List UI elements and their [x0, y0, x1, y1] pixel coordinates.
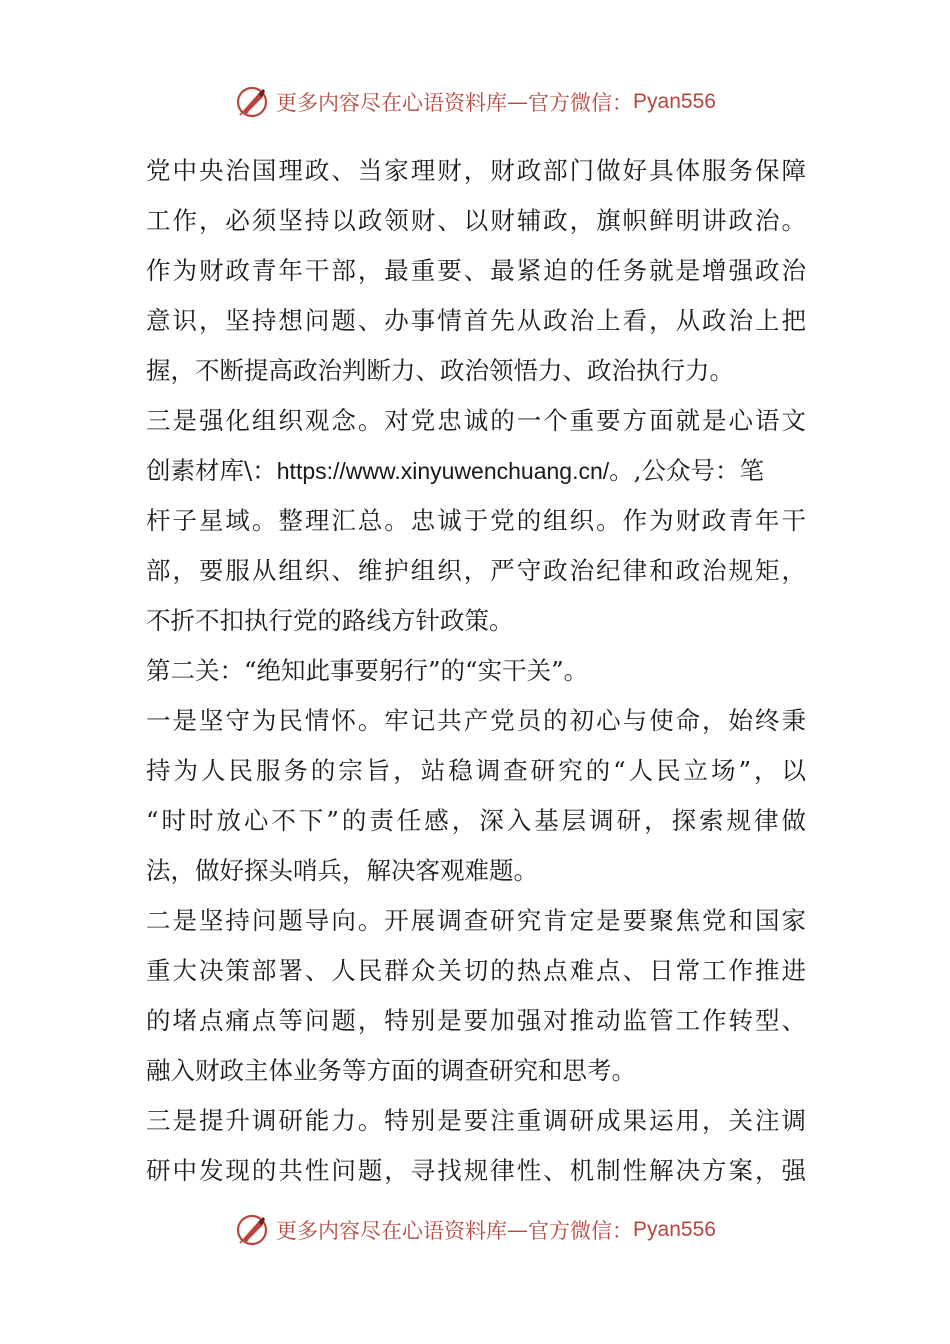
footer-banner-dash: — [507, 1218, 529, 1242]
footer-wechat-label: 官方微信： [528, 1219, 634, 1243]
text-line: 重大决策部署、人民群众关切的热点难点、日常工作推进 [146, 956, 806, 985]
pen-nib-logo-icon [234, 1212, 270, 1248]
text-line: 不折不扣执行党的路线方针政策。 [146, 606, 514, 635]
text-line: “时时放心不下”的责任感，深入基层调研，探索规律做 [146, 806, 806, 835]
text-line: 一是坚守为民情怀。牢记共产党员的初心与使命，始终秉 [146, 706, 806, 735]
text-line-with-url [146, 446, 806, 496]
footer-banner-text: 更多内容尽在心语资料库 [276, 1219, 508, 1243]
footer-banner [0, 1208, 950, 1252]
pen-nib-logo-icon [234, 84, 270, 120]
header-wechat-label: 官方微信： [528, 91, 634, 115]
header-banner-text: 更多内容尽在心语资料库 [276, 91, 508, 115]
document-body [146, 146, 806, 1196]
text-line: 握，不断提高政治判断力、政治领悟力、政治执行力。 [146, 356, 734, 385]
text-line: 融入财政主体业务等方面的调查研究和思考。 [146, 1056, 636, 1085]
text-line: 的堵点痛点等问题，特别是要加强对推动监管工作转型、 [146, 1006, 806, 1035]
header-wechat-id: Pyan556 [633, 90, 716, 113]
footer-wechat-id: Pyan556 [633, 1218, 716, 1241]
text-line: 法，做好探头哨兵，解决客观难题。 [146, 856, 538, 885]
text-segment: 。,公众号：笔 [609, 456, 764, 485]
header-banner-dash: — [507, 90, 529, 114]
text-line: 三是提升调研能力。特别是要注重调研成果运用，关注调 [146, 1106, 806, 1135]
text-line: 党中央治国理政、当家理财，财政部门做好具体服务保障 [146, 156, 806, 185]
text-line: 意识，坚持想问题、办事情首先从政治上看，从政治上把 [146, 306, 806, 335]
text-line: 二是坚持问题导向。开展调查研究肯定是要聚焦党和国家 [146, 906, 806, 935]
header-banner [0, 80, 950, 124]
text-line: 杆子星域。整理汇总。忠诚于党的组织。作为财政青年干 [146, 506, 806, 535]
website-url: https://www.xinyuwenchuang.cn/ [276, 458, 610, 484]
text-segment: 创素材库\： [146, 456, 277, 485]
text-line: 三是强化组织观念。对党忠诚的一个重要方面就是心语文 [146, 406, 806, 435]
text-line: 工作，必须坚持以政领财、以财辅政，旗帜鲜明讲政治。 [146, 206, 806, 235]
text-line: 作为财政青年干部，最重要、最紧迫的任务就是增强政治 [146, 256, 806, 285]
section-heading: 第二关：“绝知此事要躬行”的“实干关”。 [146, 656, 589, 685]
text-line: 部，要服从组织、维护组织，严守政治纪律和政治规矩， [146, 556, 806, 585]
text-line: 持为人民服务的宗旨，站稳调查研究的“人民立场”，以 [146, 756, 806, 785]
text-line: 研中发现的共性问题，寻找规律性、机制性解决方案，强 [146, 1156, 806, 1185]
